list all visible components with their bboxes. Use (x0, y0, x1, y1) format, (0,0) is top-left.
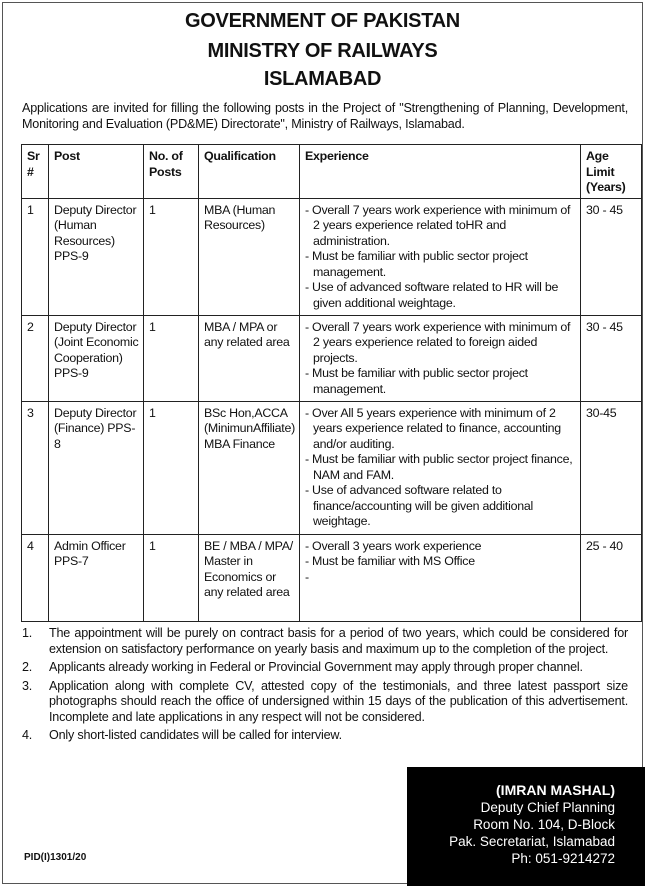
col-experience: Experience (299, 145, 580, 199)
table-header (22, 145, 642, 199)
cell-post: Deputy Director (Joint Economic Cooperation) PPS-9 (49, 315, 144, 401)
heading-city: ISLAMABAD (263, 68, 382, 90)
col-post: Post (49, 145, 144, 199)
cell-posts: 1 (144, 198, 199, 315)
note-number: 4. (22, 728, 33, 742)
table-row (22, 534, 642, 621)
heading-government: GOVERNMENT OF PAKISTAN (185, 10, 460, 32)
cell-experience (299, 315, 580, 401)
signatory-phone: Ph: 051-9214272 (511, 851, 615, 866)
cell-qualification: BE / MBA / MPA/ Master in Economics or any related area (199, 534, 300, 621)
note-number: 2. (22, 660, 33, 674)
col-qualification: Qualification (199, 145, 300, 199)
heading-ministry: MINISTRY OF RAILWAYS (207, 40, 438, 62)
signatory-room: Room No. 104, D-Block (473, 817, 615, 832)
experience-item: - Overall 7 years work experience with minimum of 2 years experience related toHR and administration. (304, 202, 571, 248)
col-age: Age Limit (Years) (580, 145, 641, 199)
cell-posts: 1 (144, 401, 199, 534)
pid-number: PID(I)1301/20 (24, 852, 87, 863)
cell-posts: 1 (144, 315, 199, 401)
note-text: Applicants already working in Federal or Provincial Government may apply through proper channel. (49, 660, 583, 674)
intro-text: Applications are invited for filling the following posts in the Project of "Strengthening of Planning, Development, Monitoring and Evaluation (PD&ME) Directorate", Ministry of Railways, Islamabad. (22, 101, 628, 131)
cell-experience (299, 198, 580, 315)
cell-experience (299, 534, 580, 621)
experience-item: - Must be familiar with public sector project finance, NAM and FAM. (304, 452, 573, 482)
cell-sr: 2 (22, 315, 49, 401)
experience-item: - Use of advanced software related to finance/accounting will be given additional weightage. (304, 483, 533, 528)
note-number: 3. (22, 678, 33, 693)
experience-item: - Must be familiar with public sector project management. (304, 249, 528, 279)
experience-item: - Use of advanced software related to HR will be given additional weightage. (304, 280, 559, 310)
cell-post: Admin Officer PPS-7 (49, 534, 144, 621)
note-text: The appointment will be purely on contract basis for a period of two years, which could be considered for extension on satisfactory performance on yearly basis and maximum up to the completion of the project. (49, 626, 628, 656)
signatory-designation: Deputy Chief Planning (480, 800, 615, 815)
note-text: Only short-listed candidates will be called for interview. (49, 728, 342, 742)
posts-table (21, 144, 642, 622)
cell-age: 25 - 40 (580, 534, 641, 621)
cell-posts: 1 (144, 534, 199, 621)
cell-age: 30 - 45 (580, 315, 641, 401)
experience-item: - Over All 5 years experience with minimum of 2 years experience related to finance, accounting and/or auditing. (304, 405, 561, 451)
signatory-name: (IMRAN MASHAL) (496, 782, 615, 798)
cell-age: 30-45 (580, 401, 641, 534)
notes-list (22, 626, 628, 747)
cell-sr: 3 (22, 401, 49, 534)
note-item (22, 626, 628, 657)
table-row (22, 315, 642, 401)
experience-item: - Must be familiar with MS Office (304, 554, 475, 568)
signatory-address: Pak. Secretariat, Islamabad (449, 834, 615, 849)
cell-sr: 1 (22, 198, 49, 315)
cell-post: Deputy Director (Finance) PPS-8 (49, 401, 144, 534)
note-item (22, 728, 628, 744)
experience-item: - Overall 7 years work experience with minimum of 2 years experience related to foreign aided projects. (304, 319, 571, 365)
note-text: Application along with complete CV, attested copy of the testimonials, and three latest passport size photographs should reach the office of undersigned within 15 days of the publication of this advertisement. Incomplete and late applications in any respect will not be considered. (49, 678, 628, 724)
cell-sr: 4 (22, 534, 49, 621)
experience-item: - Overall 3 years work experience (304, 538, 482, 553)
table-row (22, 401, 642, 534)
col-sr: Sr # (22, 145, 49, 199)
experience-item: - (304, 569, 309, 584)
col-posts: No. of Posts (144, 145, 199, 199)
experience-item: - Must be familiar with public sector project management. (304, 366, 528, 396)
cell-experience (299, 401, 580, 534)
table-row (22, 198, 642, 315)
note-number: 1. (22, 626, 33, 640)
cell-qualification: BSc Hon,ACCA (MinimunAffiliate) MBA Finance (199, 401, 300, 534)
cell-qualification: MBA / MPA or any related area (199, 315, 300, 401)
cell-post: Deputy Director (Human Resources) PPS-9 (49, 198, 144, 315)
cell-qualification: MBA (Human Resources) (199, 198, 300, 315)
note-item (22, 660, 628, 676)
note-item (22, 679, 628, 726)
cell-age: 30 - 45 (580, 198, 641, 315)
signature-block (407, 767, 645, 886)
